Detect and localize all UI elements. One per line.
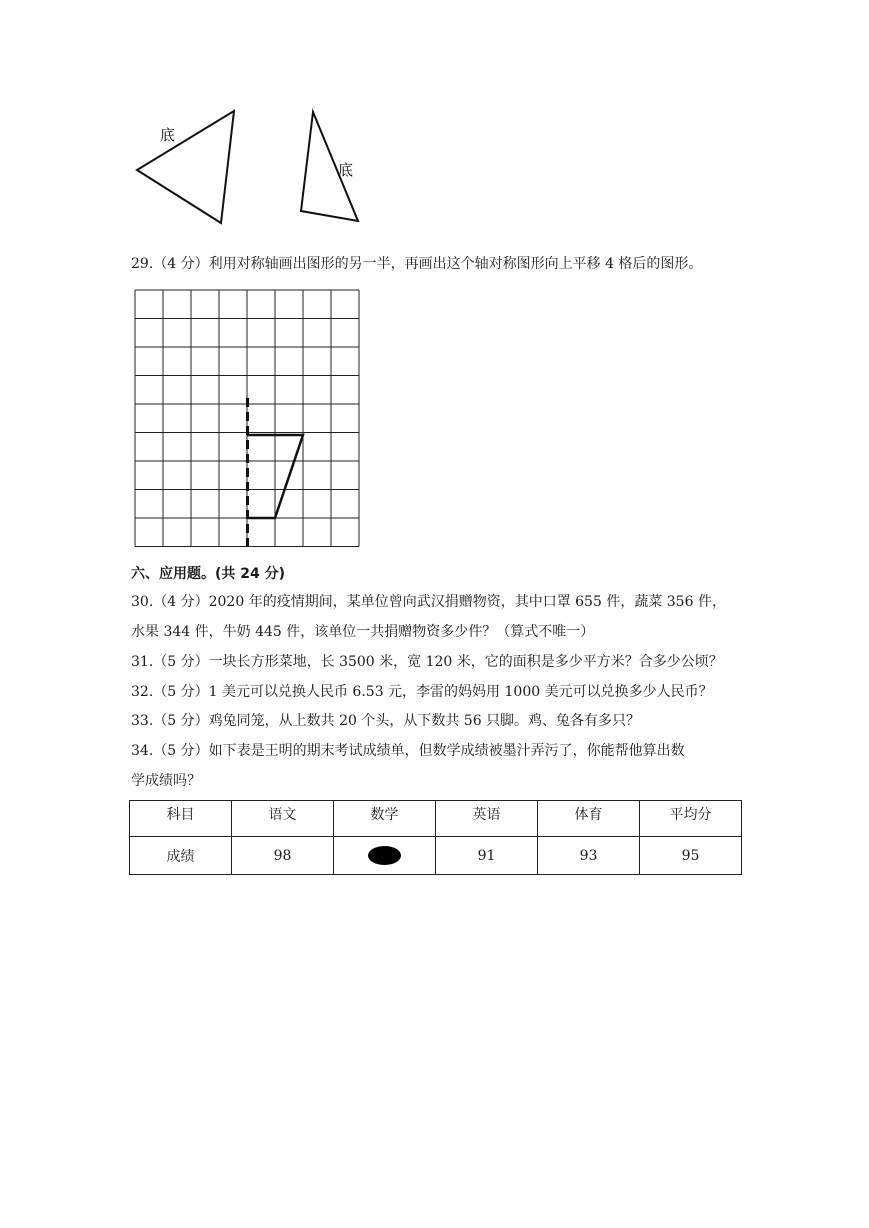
- score-table: [129, 800, 742, 875]
- table-cell: 91: [436, 837, 538, 875]
- table-row-label: 成绩: [130, 837, 232, 875]
- section-title: 六、应用题。(共 24 分): [131, 566, 286, 582]
- question-29: 29.（4 分）利用对称轴画出图形的另一半，再画出这个轴对称图形向上平移 4 格后的图形。: [131, 256, 703, 272]
- question-33: 33.（5 分）鸡兔同笼，从上数共 20 个头，从下数共 56 只脚。鸡、兔各有多只？: [131, 713, 641, 729]
- table-header-cell: 数学: [334, 801, 436, 837]
- question-30-line2: 水果 344 件，牛奶 445 件，该单位一共捐赠物资多少件？（算式不唯一）: [131, 624, 595, 640]
- triangle-left: [137, 111, 234, 223]
- triangle-label-left: 底: [160, 126, 176, 144]
- grid-figure: [130, 285, 365, 555]
- table-header-cell: 体育: [538, 801, 640, 837]
- question-32: 32.（5 分）1 美元可以兑换人民币 6.53 元，李雷的妈妈用 1000 美元可以兑换多少人民币？: [131, 684, 713, 700]
- table-cell-ink-blot: [334, 837, 436, 875]
- table-cell: 93: [538, 837, 640, 875]
- table-header-cell: 英语: [436, 801, 538, 837]
- triangles-figure: [130, 105, 370, 230]
- table-header-cell: 语文: [232, 801, 334, 837]
- question-31: 31.（5 分）一块长方形菜地，长 3500 米，宽 120 米，它的面积是多少平方米？合多少公顷？: [131, 654, 723, 670]
- question-30-line1: 30.（4 分）2020 年的疫情期间，某单位曾向武汉捐赠物资，其中口罩 655 件，蔬菜 356 件，: [131, 594, 726, 610]
- table-header-cell: 科目: [130, 801, 232, 837]
- question-34-line2: 学成绩吗？: [131, 773, 201, 789]
- table-header-row: [130, 801, 742, 837]
- table-header-cell: 平均分: [640, 801, 742, 837]
- table-cell: 95: [640, 837, 742, 875]
- question-34-line1: 34.（5 分）如下表是王明的期末考试成绩单，但数学成绩被墨汁弄污了，你能帮他算出数: [131, 743, 685, 759]
- triangle-label-right: 底: [338, 161, 354, 179]
- table-cell: 98: [232, 837, 334, 875]
- ink-blot: [368, 846, 401, 865]
- table-row: [130, 837, 742, 875]
